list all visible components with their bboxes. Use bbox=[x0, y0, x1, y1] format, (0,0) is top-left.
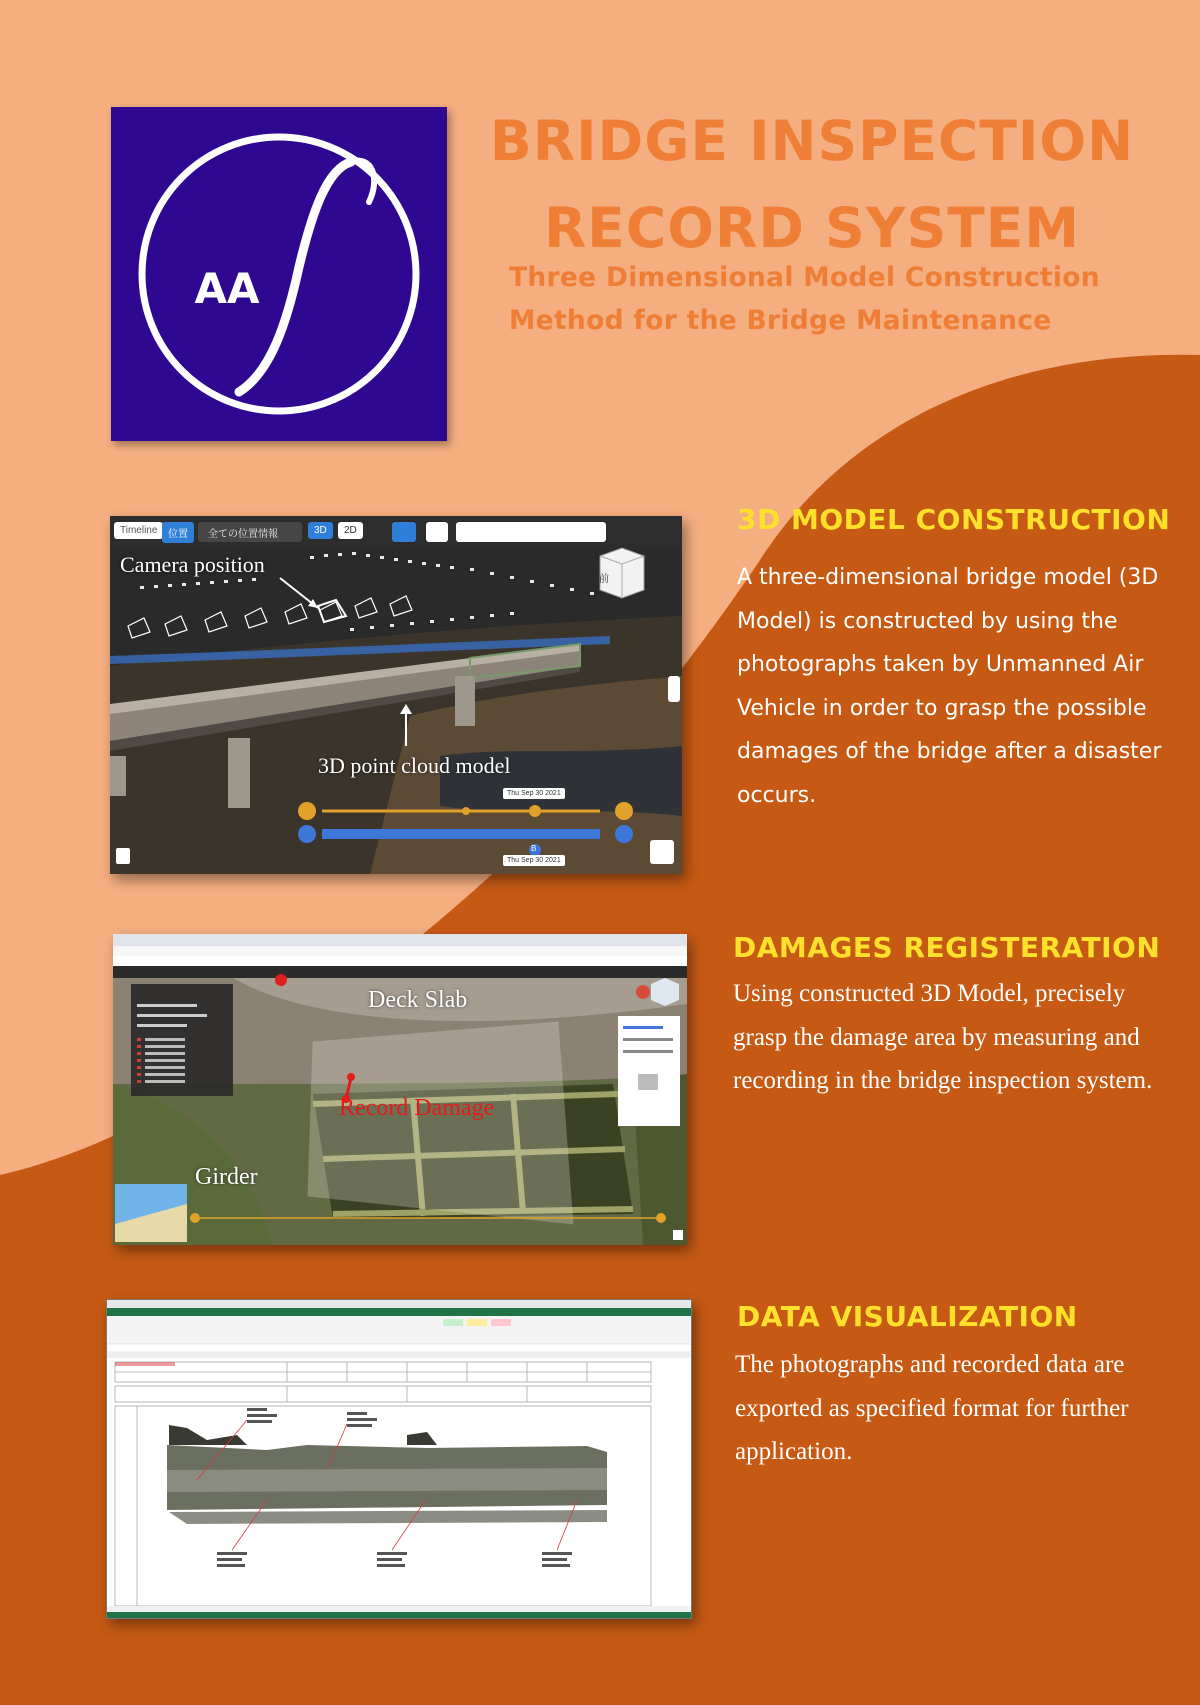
view-cube-label: 前 bbox=[599, 574, 609, 585]
section-title-3d-model: 3D MODEL CONSTRUCTION bbox=[737, 503, 1171, 536]
section-title-visualization: DATA VISUALIZATION bbox=[737, 1300, 1078, 1333]
data-visualization-screenshot bbox=[106, 1299, 692, 1619]
subtitle-line-1: Three Dimensional Model Construction bbox=[509, 262, 1100, 293]
location-dropdown[interactable]: 全ての位置情報 bbox=[208, 529, 278, 540]
title-line-2: RECORD SYSTEM bbox=[543, 196, 1081, 260]
section-text-visualization: The photographs and recorded data are exported as specified format for further application. bbox=[735, 1351, 1129, 1465]
timeline-date-bottom: Thu Sep 30 2021 bbox=[503, 855, 565, 866]
section-title-damages: DAMAGES REGISTERATION bbox=[733, 931, 1161, 964]
slider-marker[interactable]: B bbox=[531, 844, 537, 853]
3d-model-screenshot bbox=[110, 516, 682, 874]
tab-position[interactable]: 位置 bbox=[162, 522, 194, 543]
annotation-record-damage: Record Damage bbox=[339, 1095, 495, 1121]
section-text-damages: Using constructed 3D Model, precisely grasp the damage area by measuring and recording in the bridge inspection system. bbox=[733, 980, 1153, 1094]
logo-text: AA bbox=[194, 264, 260, 313]
page-title bbox=[462, 98, 1162, 272]
page-subtitle bbox=[509, 256, 1149, 342]
section-text-3d-model: A three-dimensional bridge model (3D Model) is constructed by using the photographs taken by Unmanned Air Vehicle in order to grasp the possible damages of the bridge after a disaster occurs. bbox=[737, 565, 1162, 808]
annotation-girder: Girder bbox=[195, 1164, 258, 1190]
tab-2d[interactable]: 2D bbox=[338, 522, 363, 539]
annotation-camera-position: Camera position bbox=[120, 552, 265, 577]
tab-3d[interactable]: 3D bbox=[308, 522, 333, 539]
title-line-1: BRIDGE INSPECTION bbox=[489, 109, 1135, 173]
damage-registration-screenshot bbox=[113, 934, 687, 1245]
tab-timeline[interactable]: Timeline bbox=[114, 522, 163, 539]
company-logo bbox=[111, 107, 447, 441]
subtitle-line-2: Method for the Bridge Maintenance bbox=[509, 305, 1052, 336]
annotation-deck-slab: Deck Slab bbox=[368, 987, 468, 1013]
timeline-date-top: Thu Sep 30 2021 bbox=[503, 788, 565, 799]
annotation-point-cloud: 3D point cloud model bbox=[318, 753, 511, 778]
